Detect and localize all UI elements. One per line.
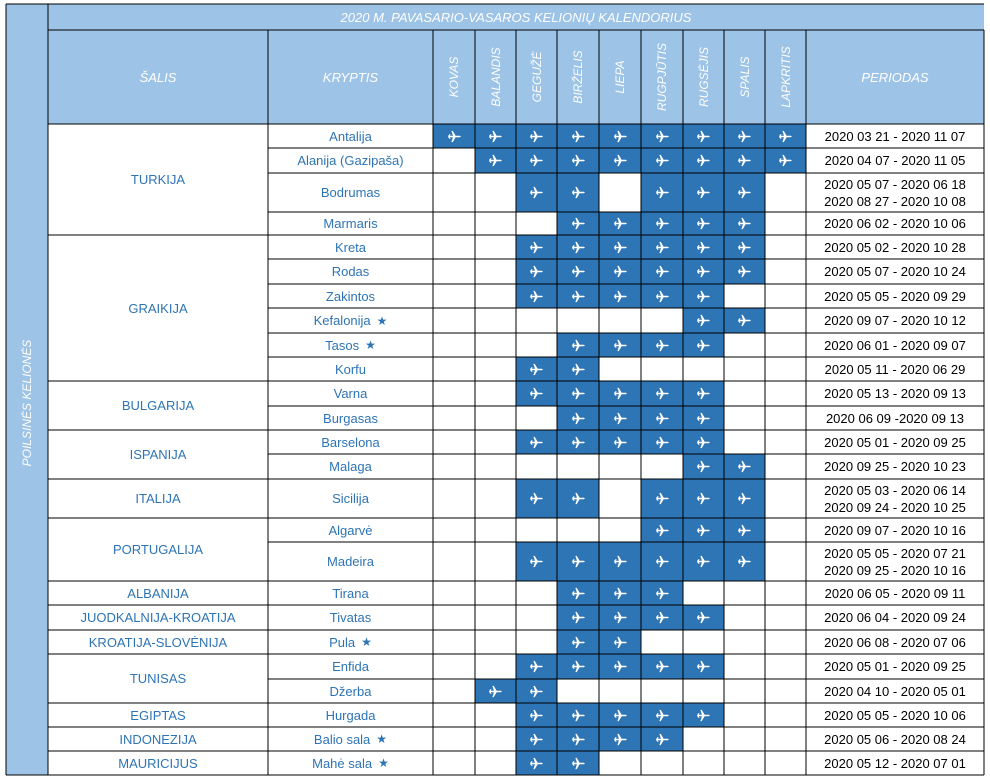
- country-name: ISPANIJA: [129, 447, 187, 462]
- calendar-title: 2020 M. PAVASARIO-VASAROS KELIONIŲ KALENDORIUS: [48, 4, 984, 30]
- destination-name: Kreta: [334, 239, 367, 255]
- star-icon: ★: [365, 338, 376, 352]
- header-month-label: RUGSĖJIS: [696, 46, 711, 108]
- period-range: 2020 05 03 - 2020 06 14: [824, 482, 966, 498]
- destination-name: Korfu: [334, 361, 367, 377]
- period-range: 2020 04 10 - 2020 05 01: [824, 683, 966, 699]
- period-range: 2020 03 21 - 2020 11 07: [824, 128, 966, 144]
- period-range: 2020 06 09 -2020 09 13: [825, 410, 965, 426]
- star-icon: ★: [378, 756, 389, 770]
- destination-name: Rodas: [331, 264, 370, 279]
- header-month-label: KOVAS: [447, 56, 461, 98]
- header-country: ŠALIS: [48, 30, 268, 124]
- side-label-text: POILSINĖS KELIONĖS: [20, 339, 34, 466]
- country-name: GRAIKIJA: [128, 300, 188, 316]
- period-range: 2020 09 25 - 2020 10 23: [824, 459, 966, 474]
- header-month-label: RUGPJŪTIS: [655, 42, 669, 112]
- star-icon: ★: [376, 732, 388, 746]
- country-name: JUODKALNIJA-KROATIJA: [80, 610, 236, 625]
- header-month-label: BIRŽELIS: [571, 50, 585, 104]
- destination-name: Sicilija: [332, 491, 369, 506]
- period-range: 2020 05 01 - 2020 09 25: [824, 659, 966, 674]
- period-range: 2020 06 02 - 2020 10 06: [824, 216, 966, 231]
- period-range: 2020 06 01 - 2020 09 07: [824, 337, 966, 353]
- header-period: PERIODAS: [806, 30, 984, 124]
- period-range: 2020 05 11 - 2020 06 29: [824, 361, 966, 377]
- country-name: ALBANIJA: [127, 585, 189, 601]
- period-range: 2020 05 05 - 2020 09 29: [824, 288, 966, 304]
- country-name: EGIPTAS: [130, 707, 186, 723]
- destination-name: Barselona: [321, 434, 380, 450]
- star-icon: ★: [376, 313, 388, 328]
- header-month-label: SPALIS: [737, 56, 752, 98]
- star-icon: ★: [361, 635, 372, 649]
- destination-name: Algarvė: [328, 522, 373, 538]
- destination-name: Marmaris: [323, 216, 378, 231]
- period-range: 2020 06 08 - 2020 07 06: [824, 634, 966, 650]
- destination-name: Alanija (Gazipaša): [297, 153, 404, 168]
- header-month-label: LIEPA: [613, 60, 627, 94]
- destination-name: Pula: [329, 634, 356, 650]
- country-name: BULGARIJA: [121, 398, 195, 413]
- period-range: 2020 05 02 - 2020 10 28: [824, 239, 966, 255]
- period-range: 2020 05 06 - 2020 08 24: [824, 731, 966, 747]
- period-range: 2020 09 07 - 2020 10 16: [824, 522, 966, 538]
- header-direction: KRYPTIS: [268, 30, 433, 124]
- period-range: 2020 08 27 - 2020 10 08: [824, 193, 966, 209]
- destination-name: Mahė sala: [312, 755, 373, 771]
- destination-name: Varna: [333, 386, 368, 401]
- country-name: MAURICIJUS: [118, 755, 198, 771]
- period-range: 2020 06 04 - 2020 09 24: [824, 610, 966, 625]
- destination-name: Tasos: [325, 337, 360, 353]
- destination-name: Antalija: [329, 128, 372, 144]
- period-range: 2020 09 07 - 2020 10 12: [824, 313, 966, 328]
- period-range: 2020 05 05 - 2020 10 06: [824, 707, 966, 723]
- country-name: INDONEZIJA: [119, 731, 197, 747]
- country-name: PORTUGALIJA: [112, 542, 204, 557]
- destination-name: Burgasas: [323, 410, 378, 426]
- period-range: 2020 05 05 - 2020 07 21: [824, 545, 966, 561]
- destination-name: Hurgada: [325, 707, 376, 723]
- period-range: 2020 05 01 - 2020 09 25: [824, 434, 966, 450]
- destination-name: Tivatas: [329, 610, 372, 625]
- destination-name: Enfida: [332, 659, 369, 674]
- destination-name: Bodrumas: [320, 185, 381, 200]
- country-name: TUNISAS: [129, 671, 187, 686]
- destination-name: Malaga: [329, 459, 372, 474]
- period-range: 2020 09 25 - 2020 10 16: [824, 562, 966, 578]
- period-range: 2020 05 13 - 2020 09 13: [824, 386, 966, 401]
- destination-name: Kefalonija: [313, 313, 371, 328]
- period-range: 2020 05 07 - 2020 10 24: [824, 264, 966, 279]
- destination-name: Džerba: [329, 683, 372, 699]
- header-month-label: GEGUŽĖ: [529, 51, 544, 103]
- country-name: ITALIJA: [135, 491, 181, 506]
- period-range: 2020 04 07 - 2020 11 05: [824, 153, 966, 168]
- header-month-label: BALANDIS: [488, 47, 503, 107]
- destination-name: Madeira: [327, 554, 374, 569]
- destination-name: Zakintos: [325, 288, 376, 304]
- period-range: 2020 05 12 - 2020 07 01: [824, 755, 966, 771]
- period-range: 2020 09 24 - 2020 10 25: [824, 499, 966, 515]
- country-name: KROATIJA-SLOVĖNIJA: [88, 634, 228, 650]
- period-range: 2020 06 05 - 2020 09 11: [824, 585, 966, 601]
- period-range: 2020 05 07 - 2020 06 18: [824, 176, 966, 192]
- header-month-label: LAPKRITIS: [778, 46, 793, 108]
- country-name: TURKIJA: [130, 172, 186, 187]
- destination-name: Tirana: [332, 585, 369, 601]
- destination-name: Balio sala: [313, 731, 371, 747]
